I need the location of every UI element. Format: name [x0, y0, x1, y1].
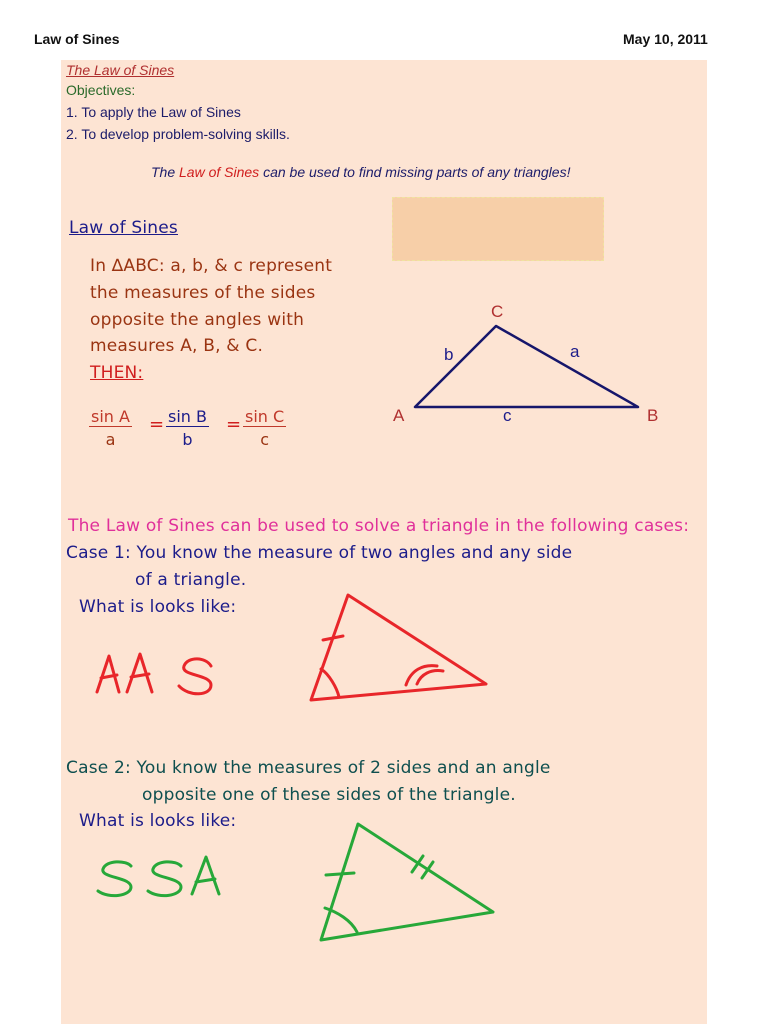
document-title: Law of Sines [34, 31, 120, 47]
usage-before: The [151, 164, 180, 180]
vertex-label-a: A [393, 406, 405, 425]
fraction-numerator: sin C [245, 407, 285, 426]
case1-line-2: of a triangle. [135, 570, 247, 590]
case1-looks-like: What is looks like: [79, 597, 237, 617]
law-line-2: the measures of the sides [90, 283, 316, 303]
law-line-1: In ∆ABC: a, b, & c represent [90, 256, 333, 276]
objectives-label: Objectives: [66, 82, 136, 98]
fraction-denominator: c [260, 430, 269, 449]
side-label-c: c [503, 406, 512, 425]
aas-triangle [311, 595, 486, 700]
fraction-denominator: b [182, 430, 193, 449]
side-label-a: a [570, 342, 580, 361]
objective-1: 1. To apply the Law of Sines [66, 104, 241, 120]
law-title-link: The Law of Sines [66, 62, 175, 78]
ssa-handwritten-label [98, 857, 219, 896]
equals-sign: = [226, 414, 242, 435]
vertex-label-c: C [491, 302, 504, 321]
cases-intro: The Law of Sines can be used to solve a triangle in the following cases: [68, 516, 690, 536]
document-date: May 10, 2011 [623, 31, 708, 47]
case1-line-1: Case 1: You know the measure of two angles and any side [66, 543, 573, 563]
fraction-denominator: a [105, 430, 116, 449]
fraction-numerator: sin B [168, 407, 207, 426]
case2-line-1: Case 2: You know the measures of 2 sides and an angle [66, 758, 551, 778]
then-label: THEN: [90, 363, 144, 383]
case2-line-2: opposite one of these sides of the triangle. [142, 785, 516, 805]
aas-handwritten-label [97, 654, 211, 694]
law-line-3: opposite the angles with [90, 310, 305, 330]
law-line-4: measures A, B, & C. [90, 336, 264, 356]
case2-looks-like: What is looks like: [79, 811, 237, 831]
equals-sign: = [149, 414, 165, 435]
fraction-numerator: sin A [91, 407, 130, 426]
side-label-b: b [444, 345, 454, 364]
usage-after: can be used to find missing parts of any triangles! [259, 164, 571, 180]
note-page [61, 60, 707, 1024]
abc-triangle [415, 326, 638, 407]
vertex-label-b: B [647, 406, 659, 425]
ssa-triangle [321, 824, 493, 940]
law-section-title: Law of Sines [69, 218, 178, 238]
objective-2: 2. To develop problem-solving skills. [66, 126, 290, 142]
usage-highlight: Law of Sines [179, 164, 260, 180]
drawings-layer [61, 60, 707, 1024]
